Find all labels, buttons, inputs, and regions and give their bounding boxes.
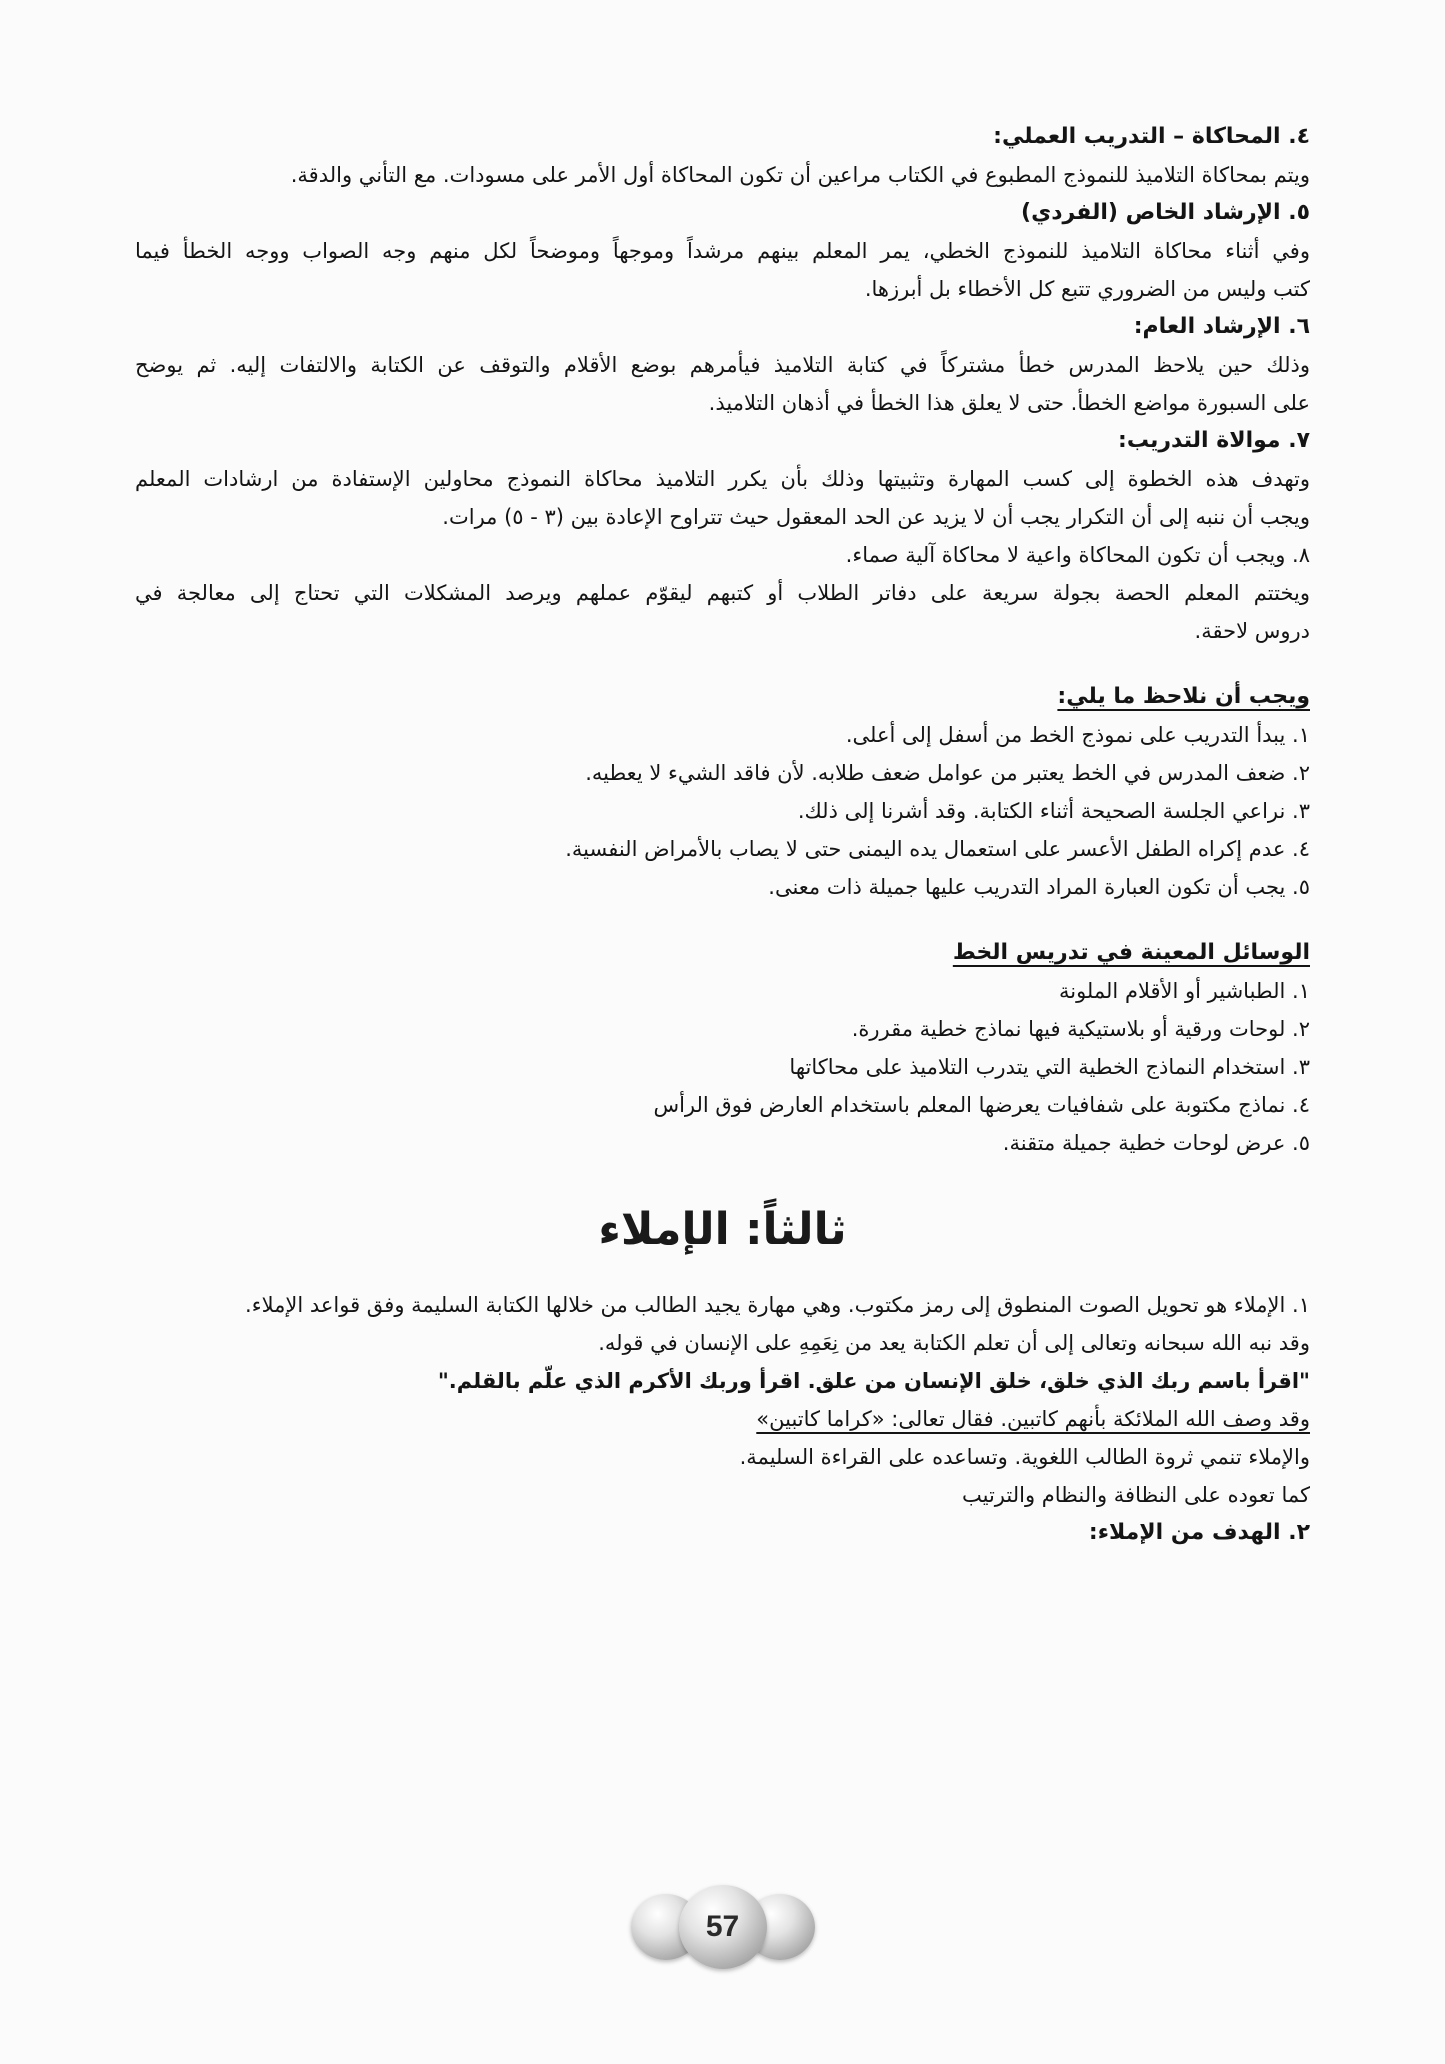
section-imitation xyxy=(135,118,1310,194)
notes-heading: ويجب أن نلاحظ ما يلي: xyxy=(1057,684,1310,709)
section-heading: ٢. الهدف من الإملاء: xyxy=(1088,1520,1310,1545)
section-conscious-imitation xyxy=(135,536,1310,650)
paragraph-line: كما تعوده على النظافة والنظام والترتيب xyxy=(961,1483,1310,1507)
list-item: ٣. نراعي الجلسة الصحيحة أثناء الكتابة. وقد أشرنا إلى ذلك. xyxy=(797,799,1310,823)
list-item: ١. يبدأ التدريب على نموذج الخط من أسفل إلى أعلى. xyxy=(845,723,1310,747)
page-number-bubbles xyxy=(613,1882,833,1972)
paragraph-line: وذلك حين يلاحظ المدرس خطأ مشتركاً في كتابة التلاميذ فيأمرهم بوضع الأقلام والتوقف عن الكتابة والالتفات إليه. ثم يوضح xyxy=(135,353,1310,377)
list-item: ١. الطباشير أو الأقلام الملونة xyxy=(1058,979,1310,1003)
section-heading: ٤. المحاكاة – التدريب العملي: xyxy=(993,124,1310,149)
section-heading: ٨. ويجب أن تكون المحاكاة واعية لا محاكاة آلية صماء. xyxy=(845,543,1310,567)
paragraph-line: كتب وليس من الضروري تتبع كل الأخطاء بل أبرزها. xyxy=(864,277,1310,301)
list-item: ٥. يجب أن تكون العبارة المراد التدريب عليها جميلة ذات معنى. xyxy=(768,875,1310,899)
spacer xyxy=(135,906,1310,934)
section-general-guidance xyxy=(135,308,1310,422)
list-item: ٢. لوحات ورقية أو بلاستيكية فيها نماذج خطية مقررة. xyxy=(851,1017,1310,1041)
list-item: ٥. عرض لوحات خطية جميلة متقنة. xyxy=(1002,1131,1310,1155)
paragraph-line: وقد وصف الله الملائكة بأنهم كاتبين. فقال تعالى: «كراما كاتبين» xyxy=(756,1407,1310,1431)
paragraph-line: دروس لاحقة. xyxy=(1194,619,1310,643)
section-continued-practice xyxy=(135,422,1310,536)
list-item: ٤. نماذج مكتوبة على شفافيات يعرضها المعلم باستخدام العارض فوق الرأس xyxy=(653,1093,1310,1117)
section-heading: ٧. موالاة التدريب: xyxy=(1118,428,1310,453)
paragraph-line: ١. الإملاء هو تحويل الصوت المنطوق إلى رمز مكتوب. وهي مهارة يجيد الطالب من خلالها الكتابة السليمة وفق قواعد الإملاء. xyxy=(245,1293,1310,1317)
dictation-section xyxy=(135,1286,1310,1552)
spacer xyxy=(135,650,1310,678)
paragraph-line: والإملاء تنمي ثروة الطالب اللغوية. وتساعده على القراءة السليمة. xyxy=(739,1445,1310,1469)
section-heading: ٥. الإرشاد الخاص (الفردي) xyxy=(1021,200,1310,225)
notes-list xyxy=(135,678,1310,906)
list-item: ٣. استخدام النماذج الخطية التي يتدرب التلاميذ على محاكاتها xyxy=(789,1055,1310,1079)
page-number-badge xyxy=(0,1882,1445,1972)
paragraph-line: وقد نبه الله سبحانه وتعالى إلى أن تعلم الكتابة يعد من نِعَمِهِ على الإنسان في قوله. xyxy=(598,1331,1310,1355)
list-item: ٢. ضعف المدرس في الخط يعتبر من عوامل ضعف طلابه. لأن فاقد الشيء لا يعطيه. xyxy=(585,761,1310,785)
quran-quote: "اقرأ باسم ربك الذي خلق، خلق الإنسان من علق. اقرأ وربك الأكرم الذي علّم بالقلم." xyxy=(437,1369,1310,1393)
paragraph-line: وتهدف هذه الخطوة إلى كسب المهارة وتثبيتها وذلك بأن يكرر التلاميذ محاكاة النموذج محاولين الإستفادة من ارشادات المعلم xyxy=(135,467,1310,491)
section-individual-guidance xyxy=(135,194,1310,308)
paragraph-line: ويتم بمحاكاة التلاميذ للنموذج المطبوع في الكتاب مراعين أن تكون المحاكاة أول الأمر على مسودات. مع التأني والدقة. xyxy=(290,163,1310,187)
aids-heading: الوسائل المعينة في تدريس الخط xyxy=(952,940,1310,965)
paragraph-line: وفي أثناء محاكاة التلاميذ للنموذج الخطي، يمر المعلم بينهم مرشداً وموجهاً وموضحاً لكل منهم وجه الصواب ووجه الخطأ فيما xyxy=(135,239,1310,263)
section-title: ثالثاً: الإملاء xyxy=(598,1204,847,1255)
page-number: 57 xyxy=(705,1910,740,1943)
paragraph-line: ويجب أن ننبه إلى أن التكرار يجب أن لا يزيد عن الحد المعقول حيث تتراوح الإعادة بين (٣ - ٥) مرات. xyxy=(442,505,1310,529)
list-item: ٤. عدم إكراه الطفل الأعسر على استعمال يده اليمنى حتى لا يصاب بالأمراض النفسية. xyxy=(565,837,1310,861)
teaching-aids-list xyxy=(135,934,1310,1162)
section-heading: ٦. الإرشاد العام: xyxy=(1133,314,1310,339)
paragraph-line: ويختتم المعلم الحصة بجولة سريعة على دفاتر الطلاب أو كتبهم ليقوّم عملهم ويرصد المشكلات التي تحتاج إلى معالجة في xyxy=(135,581,1310,605)
paragraph-line: على السبورة مواضع الخطأ. حتى لا يعلق هذا الخطأ في أذهان التلاميذ. xyxy=(708,391,1310,415)
